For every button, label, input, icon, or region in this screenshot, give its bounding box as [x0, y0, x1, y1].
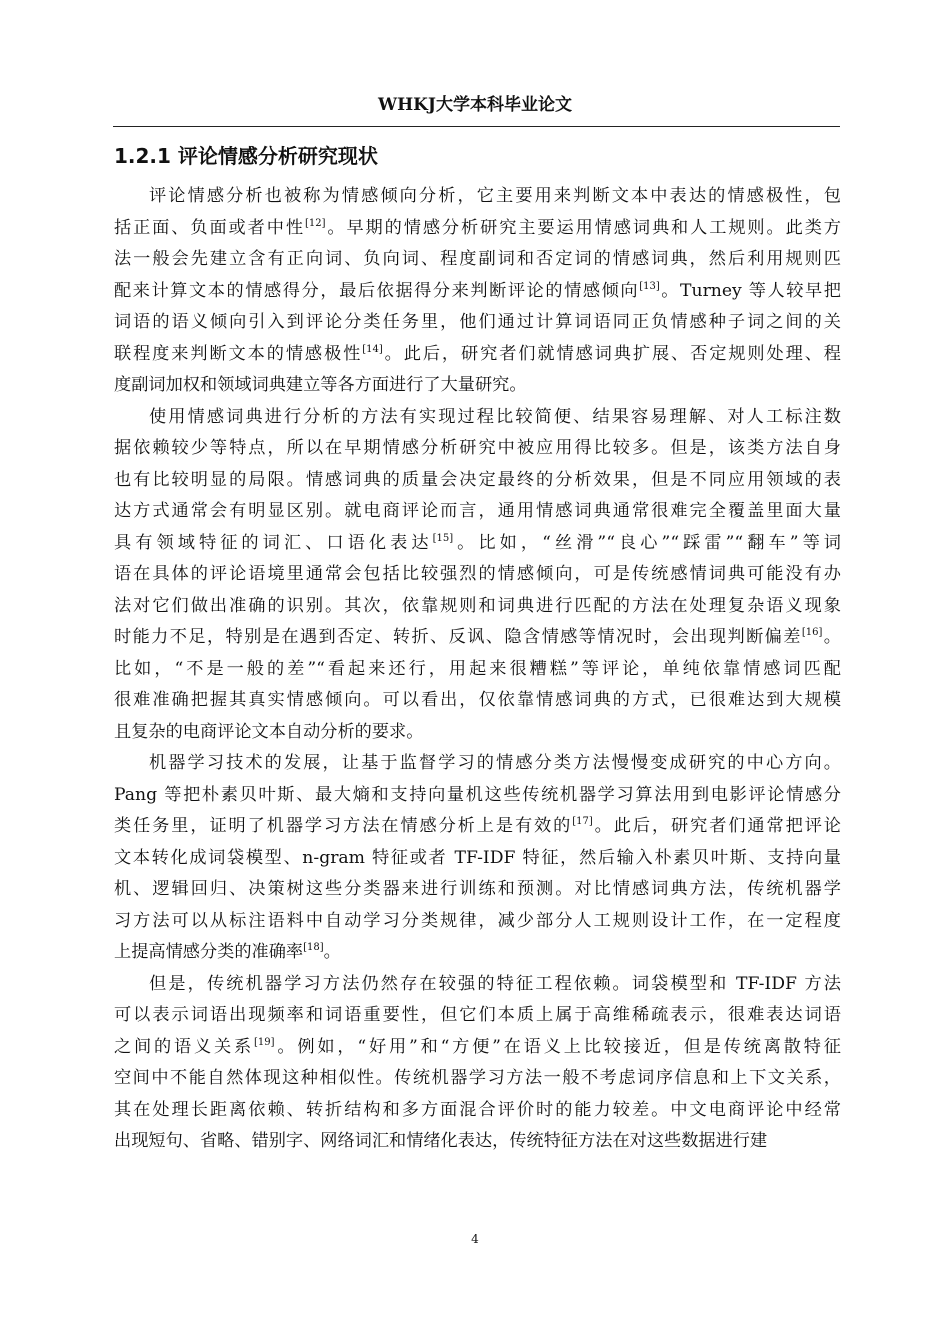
- text-run: 文本转化成词袋模型、n-gram 特征或者 TF-IDF 特征，然后输入朴素贝叶斯、支持向量: [114, 847, 841, 868]
- citation-superscript: [15]: [432, 532, 454, 544]
- text-run: 联程度来判断文本的情感极性: [114, 343, 363, 364]
- text-run: 时能力不足，特别是在遇到否定、转折、反讽、隐含情感等情况时，会出现判断偏差: [114, 627, 802, 647]
- text-line: [114, 937, 841, 969]
- text-line: [114, 276, 841, 308]
- text-line: [114, 1126, 841, 1158]
- citation-superscript: [18]: [303, 942, 324, 953]
- text-run: 机器学习技术的发展，让基于监督学习的情感分类方法慢慢变成研究的中心方向。: [149, 753, 841, 773]
- paragraph: [114, 748, 841, 969]
- text-run: 。此后，研究者们就情感词典扩展、否定规则处理、程: [382, 343, 841, 364]
- text-line: [114, 906, 841, 938]
- running-header: WHKJ大学本科毕业论文: [378, 95, 572, 115]
- header-rule: [113, 126, 840, 127]
- citation-superscript: [13]: [639, 280, 660, 292]
- text-run: 但是，传统机器学习方法仍然存在较强的特征工程依赖。词袋模型和 TF-IDF 方法: [149, 973, 841, 994]
- text-run: 括正面、负面或者中性: [114, 217, 305, 238]
- body-text: [114, 181, 841, 1158]
- text-run: 。比如，“丝滑”“良心”“踩雷”“翻车”等词: [453, 532, 841, 553]
- text-run: 法一般会先建立含有正向词、负向词、程度副词和否定词的情感词典，然后利用规则匹: [114, 249, 841, 269]
- text-run: 很难准确把握其真实情感倾向。可以看出，仅依靠情感词典的方式，已很难达到大规模: [114, 690, 841, 710]
- text-line: [114, 370, 841, 402]
- text-run: 达方式通常会有明显区别。就电商评论而言，通用情感词典通常很难完全覆盖里面大量: [114, 501, 841, 521]
- text-line: [114, 969, 841, 1001]
- text-line: [114, 181, 841, 213]
- text-line: [114, 1095, 841, 1127]
- text-run: 之间的语义关系: [114, 1036, 255, 1057]
- page-number: 4: [471, 1232, 479, 1246]
- text-line: [114, 528, 841, 560]
- text-run: 可以表示词语出现频率和词语重要性，但它们本质上属于高维稀疏表示，很难表达词语: [114, 1005, 841, 1025]
- paragraph: [114, 969, 841, 1158]
- text-run: 习方法可以从标注语料中自动学习分类规律，减少部分人工规则设计工作，在一定程度: [114, 910, 841, 931]
- text-line: [114, 780, 841, 812]
- text-run: 度副词加权和领域词典建立等各方面进行了大量研究。: [114, 375, 527, 395]
- paragraph: [114, 402, 841, 749]
- citation-superscript: [14]: [362, 343, 383, 355]
- citation-superscript: [19]: [254, 1036, 275, 1048]
- text-run: 。此后，研究者们通常把评论: [592, 816, 841, 836]
- text-run: 机、逻辑回归、决策树这些分类器来进行训练和预测。对比情感词典方法，传统机器学: [114, 879, 841, 899]
- text-line: [114, 244, 841, 276]
- text-run: 配来计算文本的情感得分，最后依据得分来判断评论的情感倾向: [114, 280, 640, 301]
- text-run: 比如，“不是一般的差”“看起来还行，用起来很糟糕”等评论，单纯依靠情感词匹配: [114, 658, 841, 679]
- text-run: Pang 等把朴素贝叶斯、最大熵和支持向量机这些传统机器学习算法用到电影评论情感分: [114, 784, 841, 805]
- text-run: 评论情感分析也被称为情感倾向分析，它主要用来判断文本中表达的情感极性，包: [149, 186, 841, 206]
- text-run: 据依赖较少等特点，所以在早期情感分析研究中被应用得比较多。但是，该类方法自身: [114, 438, 841, 458]
- text-run: 。早期的情感分析研究主要运用情感词典和人工规则。此类方: [325, 217, 841, 238]
- text-run: 。Turney 等人较早把: [659, 280, 841, 301]
- text-line: [114, 748, 841, 780]
- section-heading: 1.2.1 评论情感分析研究现状: [114, 144, 378, 168]
- text-line: [114, 213, 841, 245]
- text-line: [114, 1032, 841, 1064]
- paragraph: [114, 181, 841, 402]
- text-run: 。例如，“好用”和“方便”在语义上比较接近，但是传统离散特征: [274, 1036, 841, 1057]
- text-run: 语在具体的评论语境里通常会包括比较强烈的情感倾向，可是传统感情词典可能没有办: [114, 564, 841, 584]
- text-line: [114, 591, 841, 623]
- text-run: 空间中不能自然体现这种相似性。传统机器学习方法一般不考虑词序信息和上下文关系，: [114, 1068, 841, 1088]
- text-run: 。: [822, 627, 841, 647]
- citation-superscript: [17]: [572, 816, 593, 827]
- text-line: [114, 465, 841, 497]
- text-run: 也有比较明显的局限。情感词典的质量会决定最终的分析效果，但是不同应用领域的表: [114, 469, 841, 490]
- text-run: 使用情感词典进行分析的方法有实现过程比较简便、结果容易理解、对人工标注数: [149, 406, 841, 427]
- text-line: [114, 843, 841, 875]
- text-run: 类任务里，证明了机器学习方法在情感分析上是有效的: [114, 816, 573, 836]
- text-line: [114, 874, 841, 906]
- text-run: 词语的语义倾向引入到评论分类任务里，他们通过计算词语同正负情感种子词之间的关: [114, 312, 841, 332]
- text-line: [114, 402, 841, 434]
- text-run: 上提高情感分类的准确率: [114, 942, 304, 962]
- text-run: 且复杂的电商评论文本自动分析的要求。: [114, 721, 424, 742]
- citation-superscript: [16]: [801, 627, 823, 638]
- text-run: 出现短句、省略、错别字、网络词汇和情绪化表达，传统特征方法在对这些数据进行建: [114, 1131, 768, 1151]
- text-run: 具有领域特征的词汇、口语化表达: [114, 532, 433, 553]
- text-line: [114, 559, 841, 591]
- text-line: [114, 717, 841, 749]
- text-run: 其在处理长距离依赖、转折结构和多方面混合评价时的能力较差。中文电商评论中经常: [114, 1099, 841, 1120]
- text-run: 。: [323, 942, 341, 962]
- text-line: [114, 307, 841, 339]
- text-line: [114, 433, 841, 465]
- text-line: [114, 811, 841, 843]
- text-line: [114, 622, 841, 654]
- text-line: [114, 339, 841, 371]
- text-line: [114, 1000, 841, 1032]
- text-run: 法对它们做出准确的识别。其次，依靠规则和词典进行匹配的方法在处理复杂语义现象: [114, 595, 841, 616]
- text-line: [114, 685, 841, 717]
- text-line: [114, 496, 841, 528]
- text-line: [114, 1063, 841, 1095]
- citation-superscript: [12]: [304, 217, 326, 229]
- text-line: [114, 654, 841, 686]
